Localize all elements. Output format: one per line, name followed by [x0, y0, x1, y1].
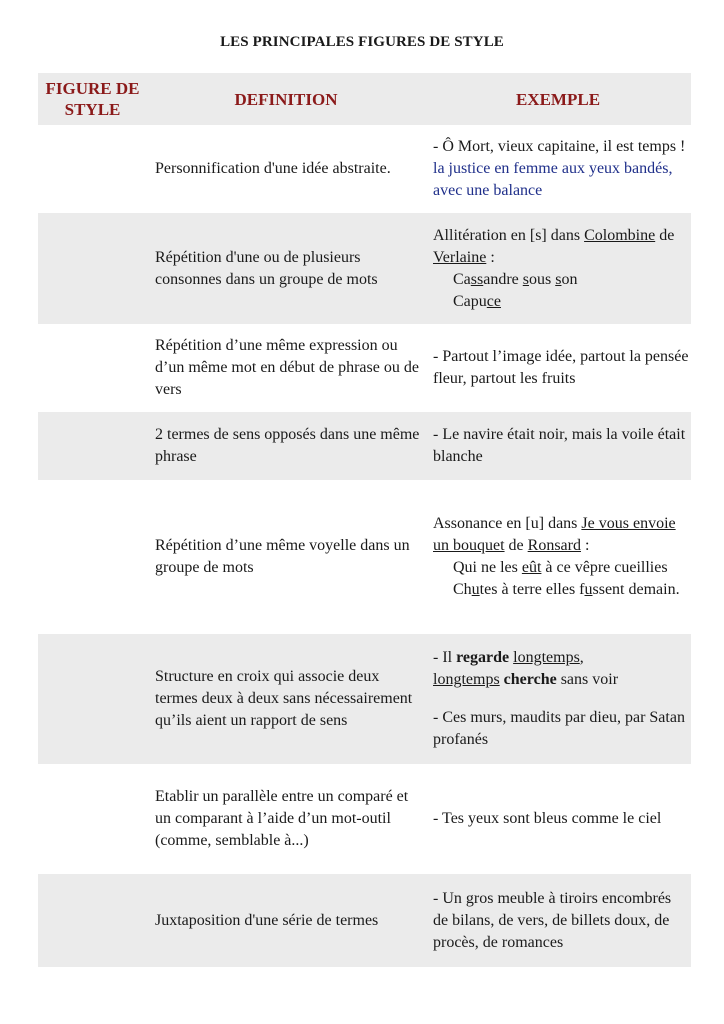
table-row	[38, 125, 691, 213]
figure-cell	[38, 412, 147, 480]
example-cell: - Il regarde longtemps, longtemps cherche sans voir - Ces murs, maudits par dieu, par Satan profanés	[425, 634, 691, 764]
header-figure: FIGURE DE STYLE	[38, 73, 147, 125]
table-row	[38, 874, 691, 967]
highlighted-example: la justice en femme aux yeux bandés, avec une balance	[433, 160, 673, 199]
example-cell: Assonance en [u] dans Je vous envoie un bouquet de Ronsard : Qui ne les eût à ce vêpre cueillies Chutes à terre elles fussent demain.	[433, 515, 680, 598]
header-definition: DEFINITION	[147, 73, 425, 125]
table-row	[38, 213, 691, 324]
definition-cell: Répétition d’une même expression ou d’un même mot en début de phrase ou de vers	[155, 337, 419, 398]
figure-cell	[38, 874, 147, 967]
definition-cell: Personnification d'une idée abstraite.	[155, 160, 391, 177]
example-cell: Allitération en [s] dans Colombine de Verlaine : Cassandre sous son Capuce	[425, 213, 691, 324]
example-cell: - Le navire était noir, mais la voile était blanche	[425, 412, 691, 480]
table-row	[38, 324, 691, 412]
figure-cell	[38, 480, 147, 634]
figure-cell	[38, 125, 147, 213]
definition-cell: Répétition d'une ou de plusieurs consonnes dans un groupe de mots	[147, 213, 425, 324]
figure-cell	[38, 764, 147, 874]
table-row	[38, 480, 691, 634]
definition-cell: Etablir un parallèle entre un comparé et un comparant à l’aide d’un mot-outil (comme, semblable à...)	[155, 788, 409, 849]
table-row	[38, 634, 691, 764]
table-row	[38, 764, 691, 874]
example-cell: - Tes yeux sont bleus comme le ciel	[433, 810, 662, 827]
example-cell: - Ô Mort, vieux capitaine, il est temps ! la justice en femme aux yeux bandés, avec une balance	[433, 138, 686, 199]
figure-cell	[38, 213, 147, 324]
figure-cell	[38, 324, 147, 412]
definition-cell: Juxtaposition d'une série de termes	[147, 874, 425, 967]
table-row	[38, 412, 691, 480]
definition-cell: Répétition d’une même voyelle dans un groupe de mots	[155, 537, 410, 576]
definition-cell: Structure en croix qui associe deux termes deux à deux sans nécessairement qu’ils aient un rapport de sens	[147, 634, 425, 764]
example-cell: - Partout l’image idée, partout la pensée fleur, partout les fruits	[433, 348, 689, 387]
figures-table	[38, 73, 691, 967]
header-row	[38, 73, 691, 125]
header-exemple: EXEMPLE	[425, 73, 691, 125]
document-title: LES PRINCIPALES FIGURES DE STYLE	[220, 34, 504, 50]
example-cell: - Un gros meuble à tiroirs encombrés de bilans, de vers, de billets doux, de procès, de romances	[425, 874, 691, 967]
definition-cell: 2 termes de sens opposés dans une même phrase	[147, 412, 425, 480]
figure-cell	[38, 634, 147, 764]
